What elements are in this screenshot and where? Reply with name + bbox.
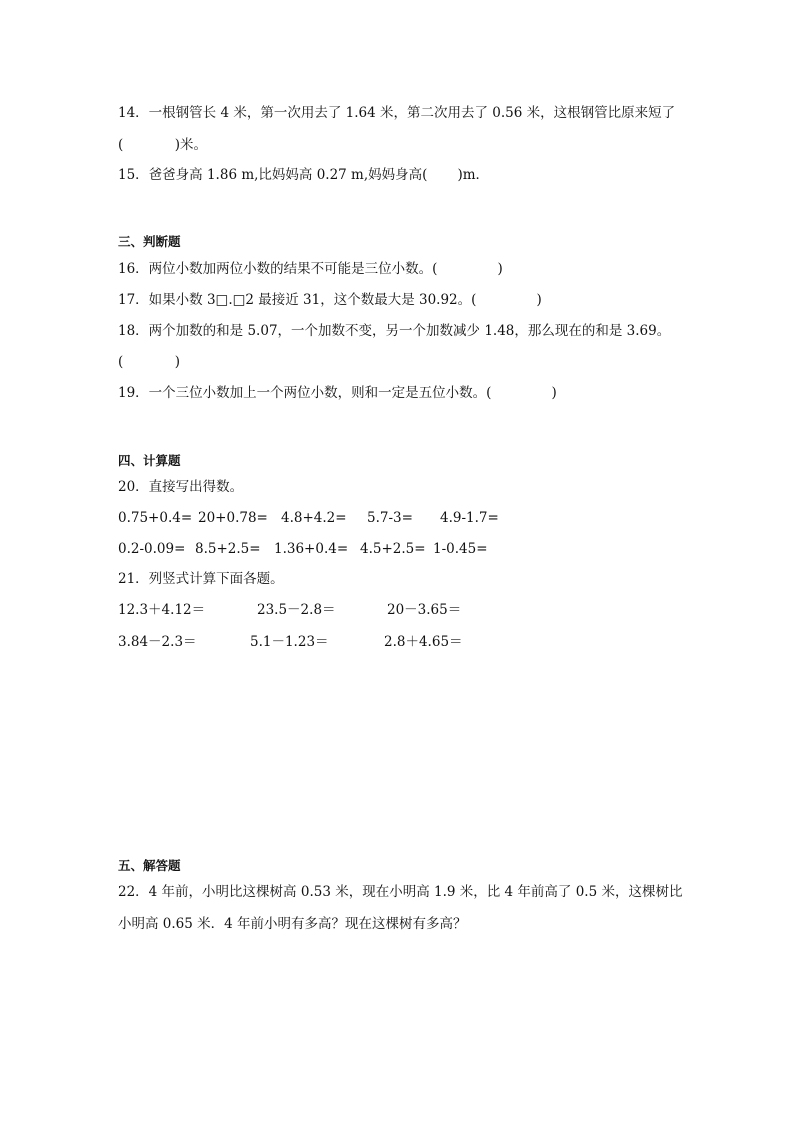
q21-row1-item: 20－3.65＝: [387, 602, 462, 618]
q22-line1: 22．4 年前，小明比这棵树高 0.53 米，现在小明高 1.9 米，比 4 年前高了 0.5 米，这棵树比: [118, 884, 683, 900]
q21-row2-item: 2.8＋4.65＝: [384, 634, 463, 650]
q20-row2-item: 0.2-0.09=: [118, 541, 186, 557]
q20-row1-item: 0.75+0.4=: [118, 510, 193, 526]
q20-text: 20．直接写出得数。: [118, 479, 244, 495]
q20-row2-item: 1-0.45=: [433, 541, 488, 557]
section4-title: 四、计算题: [118, 453, 181, 468]
q21-row1-item: 12.3＋4.12＝: [118, 602, 206, 618]
q20-row1-item: 20+0.78=: [198, 510, 268, 526]
q15-text: 15．爸爸身高 1.86 m,比妈妈高 0.27 m,妈妈身高( )m．: [118, 167, 490, 183]
q21-text: 21．列竖式计算下面各题。: [118, 571, 284, 587]
section3-title: 三、判断题: [118, 234, 181, 249]
q20-row1-item: 4.9-1.7=: [440, 510, 499, 526]
section5-title: 五、解答题: [118, 858, 181, 873]
q20-row2-item: 4.5+2.5=: [360, 541, 426, 557]
q19-text: 19．一个三位小数加上一个两位小数，则和一定是五位小数。( ): [118, 385, 557, 401]
q22-line2: 小明高 0.65 米．4 年前小明有多高？现在这棵树有多高？: [118, 916, 467, 932]
q21-row2-item: 5.1－1.23＝: [250, 634, 329, 650]
q18-line1: 18．两个加数的和是 5.07，一个加数不变，另一个加数减少 1.48，那么现在的和是 3.69。: [118, 323, 671, 339]
q14-line1: 14．一根钢管长 4 米，第一次用去了 1.64 米，第二次用去了 0.56 米，这根钢管比原来短了: [118, 105, 676, 121]
q20-row1-item: 4.8+4.2=: [281, 510, 347, 526]
q21-row1-item: 23.5－2.8＝: [257, 602, 336, 618]
q20-row2-item: 1.36+0.4=: [274, 541, 349, 557]
q16-text: 16．两位小数加两位小数的结果不可能是三位小数。( ): [118, 261, 503, 277]
q20-row2-item: 8.5+2.5=: [195, 541, 261, 557]
q20-row1-item: 5.7-3=: [367, 510, 413, 526]
q14-line2: ( )米。: [118, 137, 208, 153]
q18-line2: ( ): [118, 354, 181, 370]
q17-text: 17．如果小数 3□.□2 最接近 31，这个数最大是 30.92。( ): [118, 292, 542, 308]
q21-row2-item: 3.84－2.3＝: [118, 634, 197, 650]
